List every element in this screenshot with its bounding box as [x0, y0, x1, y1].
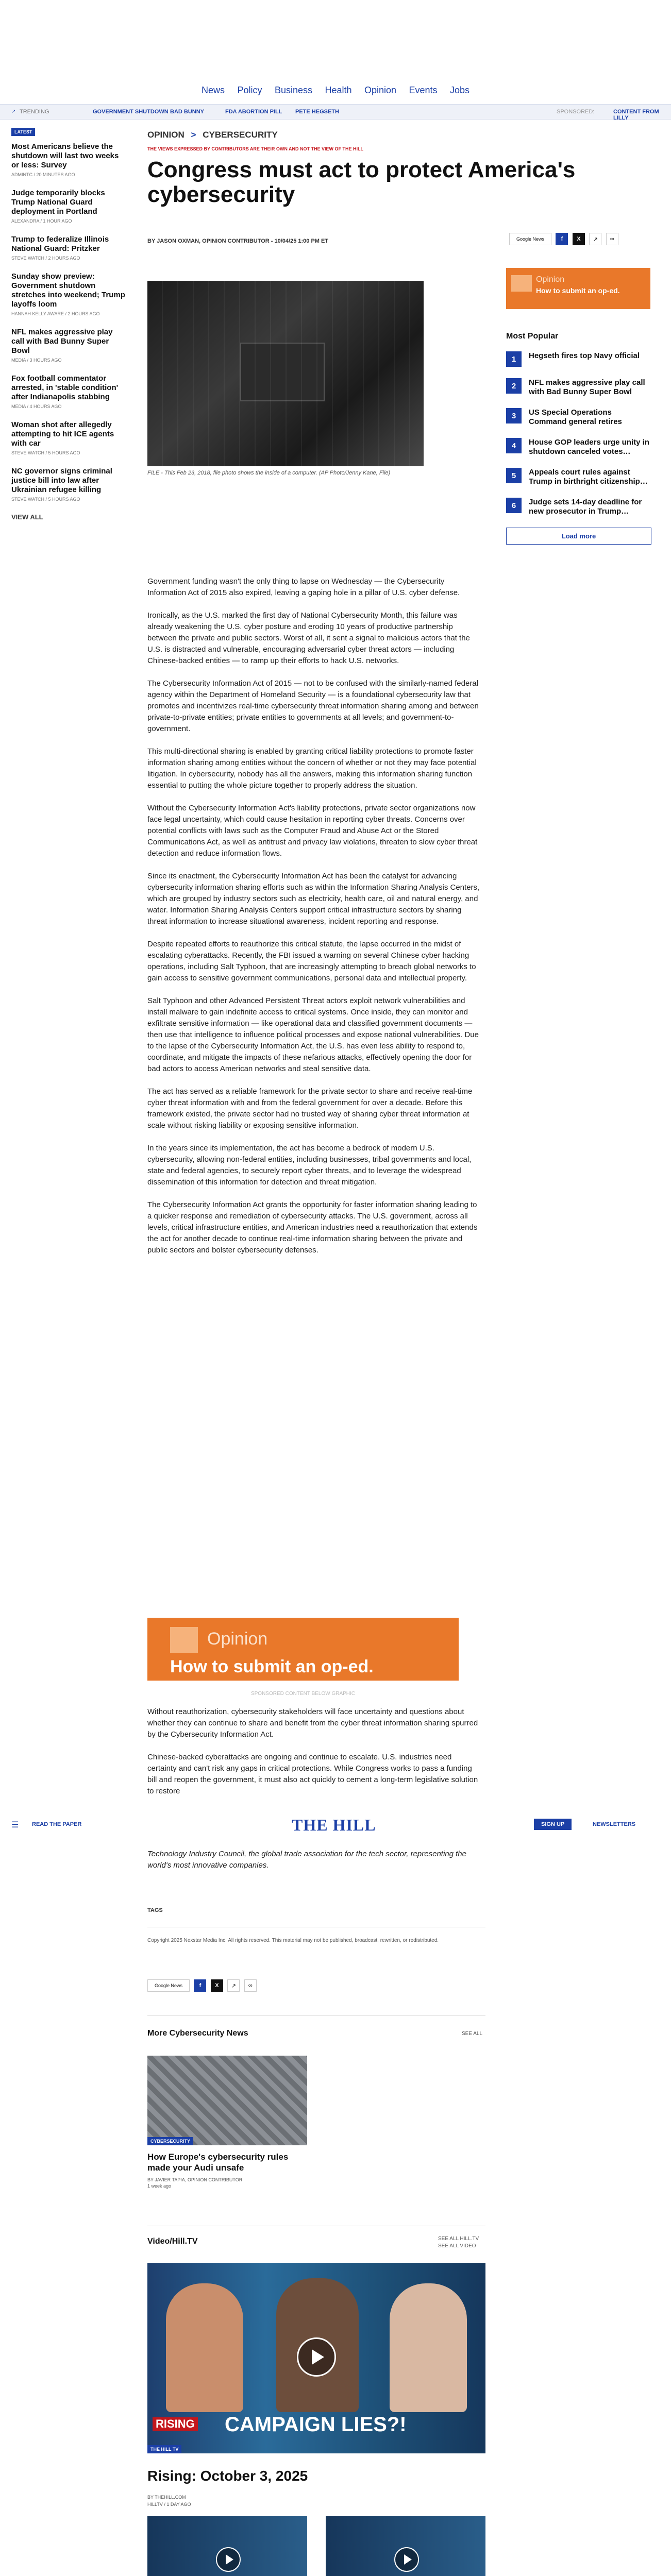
hero-image [147, 281, 424, 466]
nav-business[interactable]: Business [274, 85, 313, 95]
latest-item-meta: ALEXANDRA / 1 HOUR AGO [11, 218, 72, 224]
video-thumb [326, 2516, 485, 2576]
breadcrumb-separator: > [191, 130, 196, 140]
sign-up-button[interactable]: SIGN UP [534, 1819, 572, 1830]
nav-news[interactable]: News [202, 85, 225, 95]
article-byline: BY JASON OXMAN, OPINION CONTRIBUTOR - 10/04/25 1:00 PM ET [147, 238, 329, 244]
share-bar-bottom [147, 1979, 259, 1992]
latest-item-meta: HANNAH KELLY AWARE / 2 HOURS AGO [11, 311, 100, 316]
promo-logo-icon [170, 1627, 198, 1653]
video-main-time: HILLTV / 1 DAY AGO [147, 2502, 191, 2507]
trending-icon: ↗ [11, 109, 16, 114]
newsletters-link[interactable]: NEWSLETTERS [593, 1821, 636, 1827]
article-paragraph: The Cybersecurity Information Act of 2015 — not to be confused with the similarly-named federal agency within the Department of Homeland Security — is a foundational cybersecurity law that promotes and incentivizes real-time cybersecurity threat information sharing among and between private-to-private entities; private entities to governments at all levels; and government-to-government. [147, 679, 479, 733]
video-overlay-title: CAMPAIGN LIES?! [225, 2413, 407, 2436]
article-paragraph: Salt Typhoon and other Advanced Persistent Threat actors exploit network vulnerabilities and install malware to gain indefinite access to critical systems. Once inside, they can monitor and exfiltrate sensitive information — like operational data and classified government documents — then use that intelligence to influence political processes and expose national vulnerabilities. Due to the lapse of the Cybersecurity Information Act, the U.S. has even less ability to respond to, coordinate, and mitigate the impacts of these nefarious attacks, effectively opening the door for bad actors to access American networks and steal sensitive data. [147, 996, 479, 1073]
latest-item-title: Fox football commentator arrested, in 'stable condition' after Indianapolis stabbing [11, 374, 119, 401]
article-paragraph: Government funding wasn't the only thing to lapse on Wednesday — the Cybersecurity Information Act of 2015 also expired, leaving a gaping hole in a pillar of U.S. cyber defense. [147, 577, 460, 597]
image-caption: FILE - This Feb 23, 2018, file photo shows the inside of a computer. (AP Photo/Jenny Kane, File) [147, 470, 391, 476]
google-news-button[interactable]: Google News [147, 1979, 190, 1992]
share-icon[interactable]: ↗ [227, 1979, 240, 1992]
menu-icon[interactable]: ☰ [11, 1821, 19, 1829]
latest-item-title: Woman shot after allegedly attempting to hit ICE agents with car [11, 420, 114, 448]
promo-cta: How to submit an op-ed. [536, 286, 620, 295]
video-person-1 [166, 2283, 243, 2412]
popular-item[interactable] [506, 378, 651, 397]
play-icon[interactable] [297, 2337, 336, 2377]
video-main-title: Rising: October 3, 2025 [147, 2468, 308, 2484]
latest-item-meta: STEVE WATCH / 5 HOURS AGO [11, 450, 80, 455]
latest-item-title: Most Americans believe the shutdown will last two weeks or less: Survey [11, 142, 119, 170]
latest-item[interactable] [11, 142, 126, 177]
article-paragraph: This multi-directional sharing is enabled by granting critical liability protections to promote faster information sharing among entities without the concern of whether or not they may face potential litigation. In cybersecurity, nobody has all the answers, making this information sharing function essential to putting the whole picture together to properly address the situation. [147, 747, 477, 790]
latest-item[interactable] [11, 420, 126, 455]
latest-item-title: Judge temporarily blocks Trump National Guard deployment in Portland [11, 189, 105, 216]
breadcrumb-subsection[interactable]: CYBERSECURITY [203, 130, 278, 140]
op-ed-promo-large[interactable] [147, 1618, 459, 1681]
read-paper-link[interactable]: READ THE PAPER [32, 1821, 82, 1827]
trending-item-4[interactable]: PETE HEGSETH [295, 109, 339, 115]
video-card[interactable] [147, 2516, 307, 2576]
play-icon[interactable] [394, 2547, 419, 2572]
article-body-continued [147, 1706, 481, 1808]
latest-item-meta: STEVE WATCH / 5 HOURS AGO [11, 497, 80, 502]
latest-item[interactable] [11, 235, 126, 261]
popular-item[interactable] [506, 408, 651, 427]
popular-rank: 2 [506, 378, 522, 394]
article-paragraph: Without the Cybersecurity Information Act's liability protections, private sector organizations now face legal uncertainty, which could cause hesitation in reporting cyber threats. Concerns over potential conflicts with laws such as the Computer Fraud and Abuse Act or the Stored Communications Act, as well as antitrust and privacy law violations, threaten to slow cyber threat detection and reduce information flows. [147, 804, 478, 858]
popular-title: US Special Operations Command general retires [529, 408, 622, 426]
top-nav [0, 85, 671, 96]
article-paragraph: Ironically, as the U.S. marked the first day of National Cybersecurity Month, this failure was already weakening the U.S. cyber posture and eroding 10 years of productive partnership between the private and public sectors. Worst of all, it sent a signal to malicious actors that the U.S. is distracted and vulnerable, encouraging adversarial cyber threat actors — including Chinese-backed entities — to ramp up their efforts to hack U.S. networks. [147, 611, 470, 665]
article-paragraph: The act has served as a reliable framework for the private sector to share and receive real-time cyber threat information with and from the federal government for over a decade. Before this framework existed, the private sector had no trusted way of sharing cyber threat information at scale without risking liability or exposing sensitive information. [147, 1087, 473, 1130]
card-image [147, 2056, 307, 2145]
x-twitter-icon[interactable]: X [211, 1979, 223, 1992]
article-paragraph: Since its enactment, the Cybersecurity Information Act has been the catalyst for advancing cybersecurity information sharing efforts such as within the Information Sharing Analysis Centers, which are grouped by industry sectors such as electricity, health care, oil and natural energy, and water. Information Sharing Analysis Centers support critical infrastructure sectors by sharing threat information to increase situational awareness, incident reporting and response. [147, 872, 480, 926]
tags-label: TAGS [147, 1907, 163, 1913]
video-person-3 [390, 2283, 467, 2412]
popular-rank: 5 [506, 468, 522, 483]
popular-title: Judge sets 14-day deadline for new prosecutor in Trump… [529, 498, 642, 516]
nav-events[interactable]: Events [409, 85, 438, 95]
latest-item-title: Sunday show preview: Government shutdown stretches into weekend; Trump layoffs loom [11, 272, 125, 309]
link-icon[interactable]: ∞ [606, 233, 618, 245]
copyright: Copyright 2025 Nexstar Media Inc. All rights reserved. This material may not be published, broadcast, rewritten, or redistributed. [147, 1938, 439, 1943]
article-paragraph: Despite repeated efforts to reauthorize this critical statute, the lapse occurred in the midst of escalating cyberattacks. Recently, the FBI issued a warning on several Chinese cyber hacking operations, including Salt Typhoon, that are increasingly attempting to breach global networks to gain access to sensitive government communications, personal data and intellectual property. [147, 940, 476, 982]
facebook-icon[interactable]: f [556, 233, 568, 245]
latest-item[interactable] [11, 467, 126, 502]
article-title: Congress must act to protect America's cybersecurity [147, 157, 576, 207]
card-tag: CYBERSECURITY [147, 2137, 193, 2145]
latest-item[interactable] [11, 272, 126, 316]
view-all-link[interactable]: VIEW ALL [11, 513, 43, 521]
popular-title: Hegseth fires top Navy official [529, 351, 640, 360]
most-popular-heading: Most Popular [506, 332, 559, 341]
popular-title: House GOP leaders urge unity in shutdown canceled votes… [529, 438, 649, 456]
circuit-lines [147, 281, 424, 466]
video-tag: THE HILL TV [147, 2445, 181, 2453]
trending-item-1[interactable]: GOVERNMENT SHUTDOWN [93, 109, 169, 115]
facebook-icon[interactable]: f [194, 1979, 206, 1992]
article-paragraph: Without reauthorization, cybersecurity stakeholders will face uncertainty and questions about whether they can continue to share and benefit from the cyber threat information sharing spurred by the Cybersecurity Information Act. [147, 1707, 478, 1739]
popular-rank: 3 [506, 408, 522, 423]
trending-bar [0, 104, 671, 120]
the-hill-logo[interactable]: THE HILL [292, 1816, 376, 1834]
article-paragraph: In the years since its implementation, the act has become a bedrock of modern U.S. cybersecurity, allowing non-federal entities, including businesses, tribal governments and local, state and federal agencies, to securely report cyber threats, and to leverage the widespread dissemination of this information for detection and threat mitigation. [147, 1144, 472, 1187]
most-popular [506, 332, 651, 545]
x-twitter-icon[interactable]: X [573, 233, 585, 245]
share-bar [509, 233, 620, 245]
share-icon[interactable]: ↗ [589, 233, 601, 245]
latest-item-meta: ADMINTC / 20 MINUTES AGO [11, 172, 75, 177]
card-time: 1 week ago [147, 2183, 172, 2189]
author-bio: Technology Industry Council, the global trade association for the tech sector, representing the world's most innovative companies. [147, 1850, 466, 1870]
video-thumb [147, 2516, 307, 2576]
trending-label: TRENDING [20, 109, 49, 115]
latest-item-meta: MEDIA / 3 HOURS AGO [11, 358, 62, 363]
play-icon[interactable] [216, 2547, 241, 2572]
latest-item[interactable] [11, 189, 126, 224]
popular-item[interactable] [506, 468, 651, 486]
trending-item-2[interactable]: BAD BUNNY [170, 109, 204, 115]
promo-logo-icon [511, 275, 532, 292]
promo-cta: How to submit an op-ed. [170, 1657, 374, 1676]
op-ed-promo-small[interactable] [506, 268, 650, 309]
nav-jobs[interactable]: Jobs [449, 85, 469, 95]
popular-title: NFL makes aggressive play call with Bad Bunny Super Bowl [529, 378, 645, 396]
latest-item-title: NC governor signs criminal justice bill into law after Ukrainian refugee killing [11, 467, 112, 494]
article-body [147, 576, 481, 1267]
more-cyber-heading: More Cybersecurity News [147, 2029, 248, 2038]
latest-item[interactable] [11, 374, 126, 409]
latest-item-title: NFL makes aggressive play call with Bad Bunny Super Bowl [11, 328, 113, 355]
breadcrumb [147, 130, 278, 140]
card-title: How Europe's cybersecurity rules made your Audi unsafe [147, 2152, 289, 2173]
latest-item[interactable] [11, 328, 126, 363]
popular-item[interactable] [506, 438, 651, 456]
video-overlay-rising: RISING [153, 2417, 198, 2431]
see-all-video[interactable]: SEE ALL VIDEO [438, 2243, 476, 2249]
video-main-byline: BY THEHILL.COM [147, 2495, 186, 2500]
more-cyber-card[interactable] [147, 2056, 307, 2189]
popular-item[interactable] [506, 351, 651, 367]
video-card[interactable] [326, 2516, 485, 2576]
left-rail [11, 127, 126, 521]
video-heading: Video/Hill.TV [147, 2237, 198, 2246]
sponsored-line: SPONSORED CONTENT BELOW GRAPHIC [250, 1691, 356, 1697]
link-icon[interactable]: ∞ [244, 1979, 257, 1992]
latest-badge: LATEST [11, 128, 35, 136]
trending-item-3[interactable]: FDA ABORTION PILL [225, 109, 282, 115]
google-news-button[interactable]: Google News [509, 233, 551, 245]
nav-policy[interactable]: Policy [237, 85, 262, 95]
latest-item-meta: STEVE WATCH / 2 HOURS AGO [11, 256, 80, 261]
promo-opinion-label: Opinion [536, 275, 565, 284]
popular-rank: 1 [506, 351, 522, 367]
nav-opinion[interactable]: Opinion [364, 85, 396, 95]
article-paragraph: The Cybersecurity Information Act grants the opportunity for faster information sharing leading to a quicker response and remediation of cybersecurity attacks. The U.S. government, across all levels, critical infrastructure entities, and American industries need a reauthorization that extends the act for another decade to continue real-time information sharing between the private and public sectors and bolster cybersecurity defenses. [147, 1200, 478, 1255]
opinion-disclaimer: THE VIEWS EXPRESSED BY CONTRIBUTORS ARE THEIR OWN AND NOT THE VIEW OF THE HILL [147, 146, 364, 151]
popular-item[interactable] [506, 498, 651, 516]
popular-rank: 4 [506, 438, 522, 453]
article-paragraph: Chinese-backed cyberattacks are ongoing and continue to escalate. U.S. industries need certainty and can't risk any gaps in critical protections. While Congress works to pass a funding bill and reopen the government, it must also act quickly to cement a long-term legislative solution to restore [147, 1753, 478, 1795]
nav-health[interactable]: Health [325, 85, 352, 95]
video-main[interactable] [147, 2263, 485, 2453]
sponsored-label: SPONSORED: [557, 109, 595, 115]
latest-item-meta: MEDIA / 4 HOURS AGO [11, 404, 62, 409]
more-cyber-see-all[interactable]: SEE ALL [462, 2031, 483, 2037]
paper-bar [0, 1816, 671, 1834]
breadcrumb-section[interactable]: OPINION [147, 130, 184, 140]
load-more-button[interactable]: Load more [506, 528, 651, 545]
promo-opinion-label: Opinion [207, 1629, 268, 1649]
divider [147, 2015, 485, 2016]
see-all-hilltv[interactable]: SEE ALL HILL.TV [438, 2236, 479, 2242]
card-byline: BY JAVIER TAPIA, OPINION CONTRIBUTOR [147, 2177, 243, 2182]
sponsored-link[interactable]: CONTENT FROM LILLY [613, 109, 659, 121]
latest-item-title: Trump to federalize Illinois National Guard: Pritzker [11, 235, 109, 253]
popular-rank: 6 [506, 498, 522, 513]
popular-title: Appeals court rules against Trump in birthright citizenship… [529, 468, 648, 486]
